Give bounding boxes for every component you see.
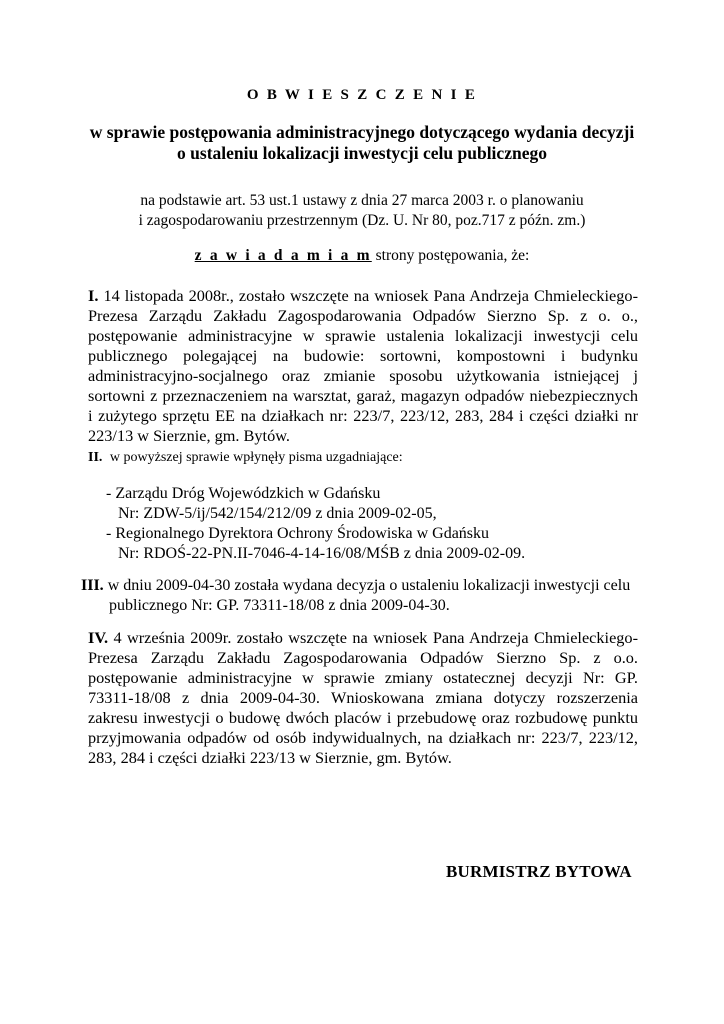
section-three-line-2: publicznego Nr: GP. 73311-18/08 z dnia 2009-04-30. (109, 597, 450, 614)
section-one-text: 14 listopada 2008r., zostało wszczęte na wniosek Pana Andrzeja Chmieleckiego-Prezesa Zarządu Zakładu Zagospodarowania Odpadów Sierzno Sp. z o. o., postępowanie administracyjne w sprawie ustalenia lokalizacji inwestycji celu publicznego polegającej na budowie: sortowni, kompostowni i budynku administracyjno-socjalnego oraz zmianie sposobu użytkowania istniejącej j sortowni z przeznaczeniem na warsztat, garaż, magazyn odpadów niebezpiecznych i zużytego sprzętu EE na działkach nr: 223/7, 223/12, 283, 284 i części działki nr 223/13 w Sierznie, gm. Bytów. (88, 286, 638, 445)
section-four-text: 4 września 2009r. zostało wszczęte na wniosek Pana Andrzeja Chmieleckiego-Prezesa Zarządu Zakładu Zagospodarowania Odpadów Sierzno Sp. z o.o. postępowanie administracyjne w sprawie zmiany ostatecznej decyzji Nr: GP. 73311-18/08 z dnia 2009-04-30. Wnioskowana zmiana dotyczy rozszerzenia zakresu inwestycji o budowę dwóch placów i przebudowę oraz rozbudowę punktu przyjmowania odpadów od osób indywidualnych, na działkach nr: 223/7, 223/12, 283, 284 i części działki 223/13 w Sierznie, gm. Bytów. (88, 628, 638, 767)
list-item (106, 484, 525, 524)
legal-basis (0, 191, 724, 231)
section-three-line-1: w dniu 2009-04-30 została wydana decyzja o ustaleniu lokalizacji inwestycji celu (107, 577, 631, 594)
document-subject (0, 122, 724, 164)
list-item-line-1: - Regionalnego Dyrektora Ochrony Środowiska w Gdańsku (106, 525, 490, 542)
notify-word: z a w i a d a m i a m (194, 247, 372, 264)
basis-line-2: i zagospodarowaniu przestrzennym (Dz. U. Nr 80, poz.717 z późn. zm.) (138, 212, 586, 229)
section-four-label: IV. (88, 628, 109, 647)
agreement-list (106, 484, 525, 564)
notification-line (0, 247, 724, 265)
list-item-line-1: - Zarządu Dróg Wojewódzkich w Gdańsku (106, 485, 381, 502)
basis-line-1: na podstawie art. 53 ust.1 ustawy z dnia 27 marca 2003 r. o planowaniu (140, 192, 584, 209)
subject-line-2: o ustaleniu lokalizacji inwestycji celu publicznego (177, 143, 547, 163)
notify-rest: strony postępowania, że: (375, 247, 530, 264)
section-two-text: w powyższej sprawie wpłynęły pisma uzgadniające: (109, 450, 403, 465)
section-two (88, 450, 403, 466)
section-four (88, 628, 638, 768)
document-title: O B W I E S Z C Z E N I E (246, 87, 478, 103)
list-item-line-2: Nr: ZDW-5/ij/542/154/212/09 z dnia 2009-02-05, (118, 505, 437, 522)
subject-line-1: w sprawie postępowania administracyjnego dotyczącego wydania decyzji (89, 122, 635, 142)
signature: BURMISTRZ BYTOWA (446, 862, 632, 881)
section-three (81, 576, 641, 616)
section-one-label: I. (88, 286, 99, 305)
section-one (88, 286, 638, 446)
section-two-label: II. (88, 450, 103, 465)
list-item (106, 524, 525, 564)
section-three-label: III. (81, 577, 104, 594)
list-item-line-2: Nr: RDOŚ-22-PN.II-7046-4-14-16/08/MŚB z dnia 2009-02-09. (118, 545, 526, 562)
